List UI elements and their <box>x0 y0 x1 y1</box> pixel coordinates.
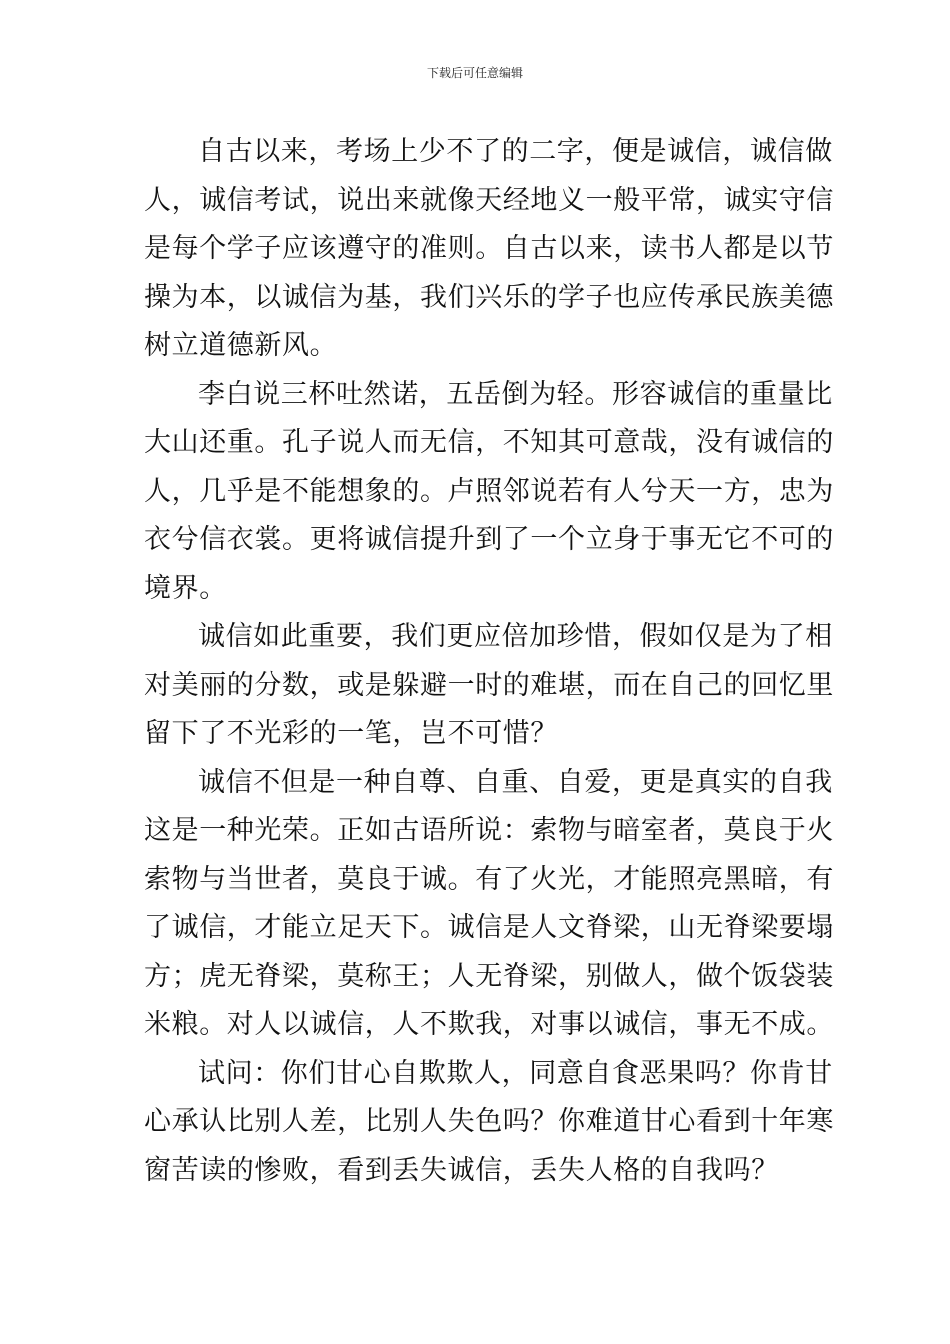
document-body <box>144 128 834 1195</box>
text-line: 索物与当世者，莫良于诚。有了火光，才能照亮黑暗，有 <box>144 863 834 895</box>
text-line: 人，几乎是不能想象的。卢照邻说若有人兮天一方，忠为 <box>144 475 834 507</box>
text-line: 对美丽的分数，或是躲避一时的难堪，而在自己的回忆里 <box>144 669 834 701</box>
text-line: 方；虎无脊梁，莫称王；人无脊梁，别做人，做个饭袋装 <box>144 960 834 992</box>
text-line: 诚信如此重要，我们更应倍加珍惜，假如仅是为了相 <box>198 621 833 652</box>
text-line: 心承认比别人差，比别人失色吗？你难道甘心看到十年寒 <box>144 1106 834 1137</box>
text-line: 大山还重。孔子说人而无信，不知其可意哉，没有诚信的 <box>144 427 834 458</box>
text-line: 窗苦读的惨败，看到丢失诚信，丢失人格的自我吗？ <box>144 1154 779 1186</box>
text-line: 树立道德新风。 <box>144 330 338 361</box>
text-line: 留下了不光彩的一笔，岂不可惜？ <box>144 718 558 749</box>
text-line: 衣兮信衣裳。更将诚信提升到了一个立身于事无它不可的 <box>144 524 834 555</box>
text-line: 这是一种光荣。正如古语所说：索物与暗室者，莫良于火 <box>144 815 834 846</box>
paragraph <box>144 1050 834 1196</box>
text-line: 试问：你们甘心自欺欺人，同意自食恶果吗？你肯甘 <box>198 1057 833 1089</box>
text-line: 了诚信，才能立足天下。诚信是人文脊梁，山无脊梁要塌 <box>144 912 834 943</box>
paragraph <box>144 759 834 1050</box>
text-line: 操为本，以诚信为基，我们兴乐的学子也应传承民族美德 <box>144 281 834 313</box>
paragraph <box>144 613 834 759</box>
text-line: 李白说三杯吐然诺，五岳倒为轻。形容诚信的重量比 <box>198 378 833 410</box>
text-line: 自古以来，考场上少不了的二字，便是诚信，诚信做 <box>198 136 833 167</box>
text-line: 是每个学子应该遵守的准则。自古以来，读书人都是以节 <box>144 233 834 264</box>
text-line: 境界。 <box>144 572 227 604</box>
paragraph <box>144 128 834 371</box>
page-header: 下载后可任意编辑 <box>426 66 523 80</box>
paragraph <box>144 371 834 614</box>
text-line: 人，诚信考试，说出来就像天经地义一般平常，诚实守信 <box>144 184 834 216</box>
text-line: 诚信不但是一种自尊、自重、自爱，更是真实的自我 <box>198 766 833 798</box>
text-line: 米粮。对人以诚信，人不欺我，对事以诚信，事无不成。 <box>144 1009 834 1040</box>
